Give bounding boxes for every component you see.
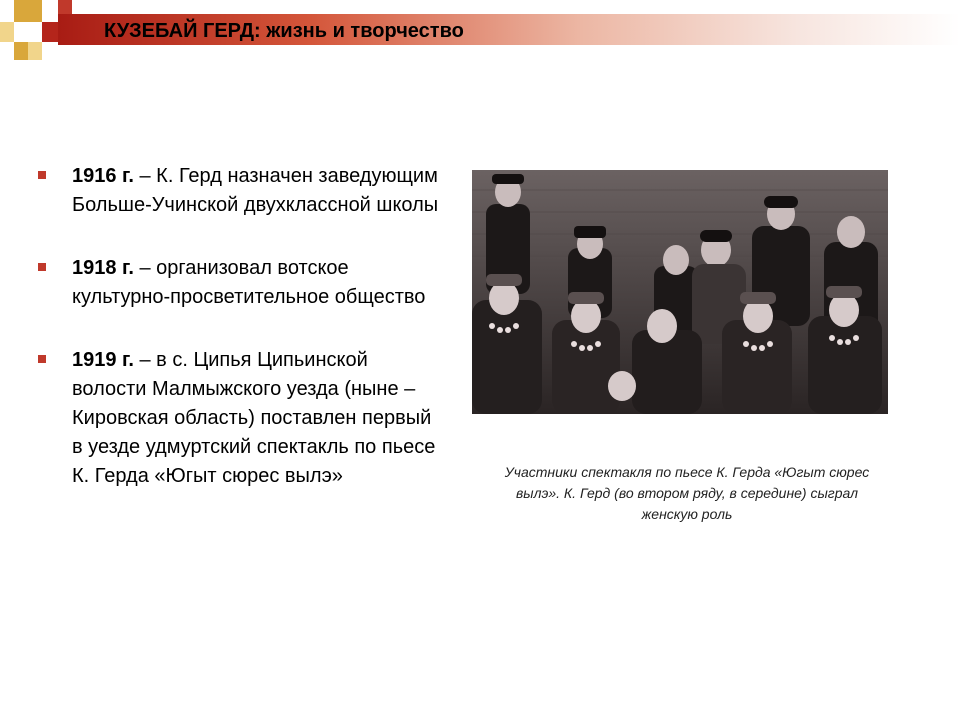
slide-title: КУЗЕБАЙ ГЕРД: жизнь и творчество <box>104 20 464 42</box>
bullet-year: 1918 г. <box>72 257 134 279</box>
bullet-text: – организовал вотское культурно-просветительное общество <box>72 257 426 308</box>
decor-square <box>28 42 42 60</box>
group-photo <box>472 170 888 414</box>
decor-square <box>0 0 14 22</box>
square-bullet-icon <box>38 355 46 363</box>
bullet-item <box>36 346 446 491</box>
bullet-year: 1919 г. <box>72 349 134 371</box>
bullet-item <box>36 162 446 220</box>
bullet-item <box>36 254 446 312</box>
decor-square <box>14 42 28 60</box>
bullet-text: – К. Герд назначен заведующим Больше-Учинской двухклассной школы <box>72 165 439 216</box>
decor-square <box>0 42 14 60</box>
square-bullet-icon <box>38 171 46 179</box>
bullet-text: – в с. Ципья Ципьинской волости Малмыжского уезда (ныне – Кировская область) поставлен первый в уезде удмуртский спектакль по пьесе К. Герда «Югыт сюрес вылэ» <box>72 349 436 487</box>
decor-square <box>42 22 58 42</box>
square-bullet-icon <box>38 263 46 271</box>
decor-square <box>42 0 58 22</box>
decor-square <box>14 22 42 42</box>
decor-square <box>14 0 42 22</box>
decor-square <box>0 22 14 42</box>
bullet-year: 1916 г. <box>72 165 134 187</box>
photo-caption: Участники спектакля по пьесе К. Герда «Югыт сюрес вылэ». К. Герд (во втором ряду, в середине) сыграл женскую роль <box>504 464 870 522</box>
bullet-list <box>36 162 446 491</box>
